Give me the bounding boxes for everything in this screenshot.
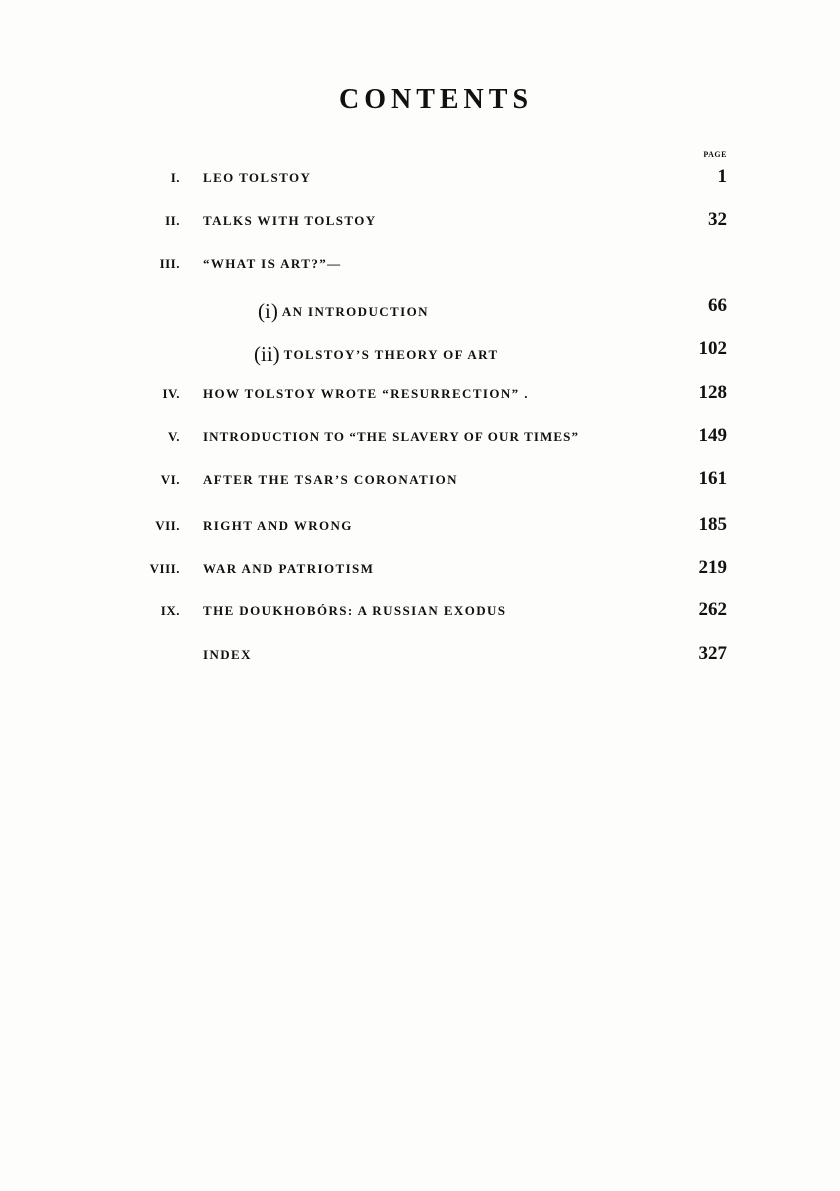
page-number: 32 — [708, 209, 727, 230]
page-number: 102 — [698, 338, 727, 359]
subsection-marker: (ii) — [254, 342, 280, 366]
chapter-title: WAR AND PATRIOTISM — [203, 561, 375, 576]
chapter-title: INDEX — [203, 647, 252, 662]
chapter-title: TALKS WITH TOLSTOY — [203, 213, 377, 228]
page-number: 185 — [698, 514, 727, 535]
page-number: 161 — [698, 468, 727, 489]
subsection-title: TOLSTOY’S THEORY OF ART — [283, 347, 499, 362]
chapter-title: HOW TOLSTOY WROTE “RESURRECTION” . — [203, 386, 529, 401]
subsection-title: AN INTRODUCTION — [281, 304, 429, 319]
subsection-title-wrapper — [254, 342, 499, 367]
chapter-title: LEO TOLSTOY — [203, 170, 312, 185]
subsection-title-wrapper — [258, 299, 429, 324]
toc-entry-8[interactable] — [0, 557, 840, 591]
toc-entry-3[interactable] — [0, 256, 840, 286]
chapter-number: V. — [168, 429, 180, 444]
toc-entry-index[interactable] — [0, 643, 840, 677]
toc-entry-7[interactable] — [0, 514, 840, 548]
toc-entry-6[interactable] — [0, 468, 840, 502]
toc-subentry-2[interactable] — [0, 338, 840, 372]
chapter-number: I. — [170, 170, 180, 185]
chapter-number: VIII. — [149, 561, 180, 576]
toc-subentry-1[interactable] — [0, 295, 840, 329]
toc-entry-1[interactable] — [0, 166, 840, 200]
page-number: 149 — [698, 425, 727, 446]
chapter-number: VI. — [160, 472, 180, 487]
page-column-header: PAGE — [703, 150, 727, 159]
chapter-number: III. — [159, 256, 180, 271]
page-number: 128 — [698, 382, 727, 403]
page-number: 1 — [717, 166, 727, 187]
chapter-number: II. — [165, 213, 180, 228]
chapter-title: “WHAT IS ART?”— — [203, 256, 342, 271]
page-number: 262 — [698, 599, 727, 620]
subsection-marker: (i) — [258, 299, 278, 323]
chapter-number: IX. — [160, 603, 180, 618]
chapter-number: IV. — [162, 386, 180, 401]
chapter-number: VII. — [155, 518, 180, 533]
chapter-title: THE DOUKHOBÓRS: A RUSSIAN EXODUS — [203, 603, 507, 618]
page-number: 327 — [698, 643, 727, 664]
toc-entry-2[interactable] — [0, 209, 840, 243]
toc-entry-5[interactable] — [0, 425, 840, 459]
page-title: CONTENTS — [338, 84, 534, 115]
page-number: 219 — [698, 557, 727, 578]
page-number: 66 — [708, 295, 727, 316]
toc-entry-4[interactable] — [0, 382, 840, 416]
chapter-title: INTRODUCTION TO “THE SLAVERY OF OUR TIMES” — [203, 429, 580, 444]
chapter-title: AFTER THE TSAR’S CORONATION — [203, 472, 458, 487]
chapter-title: RIGHT AND WRONG — [203, 518, 353, 533]
toc-entry-9[interactable] — [0, 599, 840, 633]
